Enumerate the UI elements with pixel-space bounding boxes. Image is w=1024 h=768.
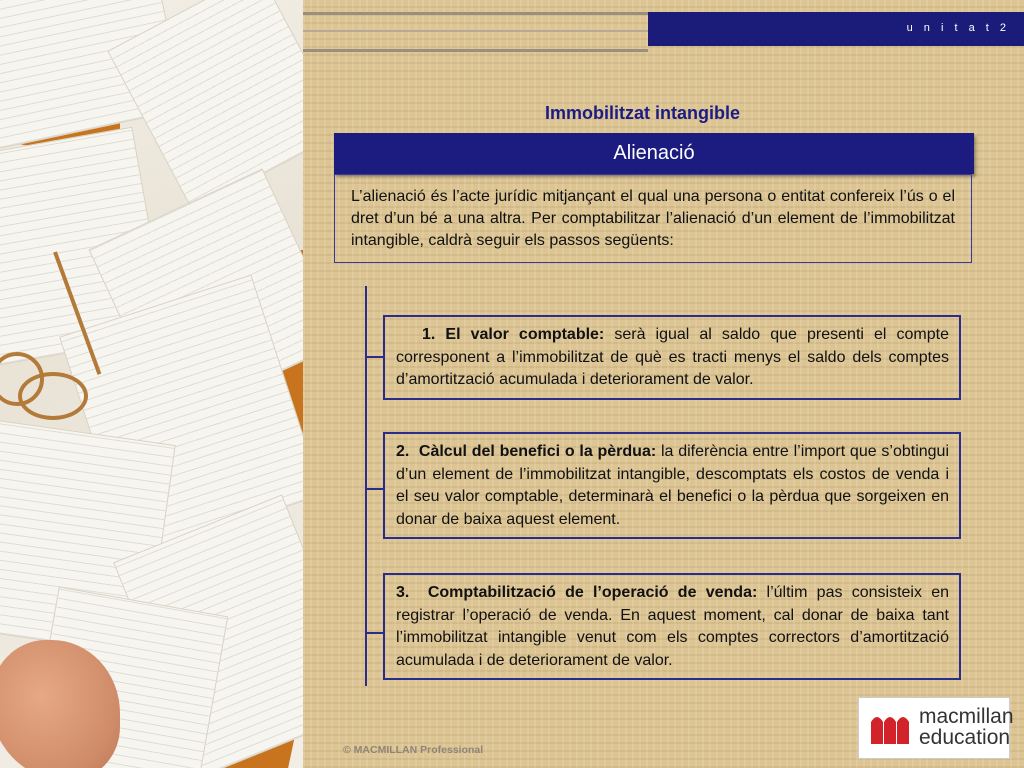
page-title: Immobilitzat intangible bbox=[545, 103, 741, 123]
step-label: El valor comptable: bbox=[445, 326, 605, 343]
slide-content bbox=[303, 0, 1024, 768]
step-box-3 bbox=[383, 573, 961, 680]
step-number: 1. bbox=[422, 326, 436, 343]
step-text: serà igual al saldo que presenti el compte corresponent a l’immobilitzat de què es tracti menys el saldo dels comptes d’amortització acumulada i deteriorament de valor. bbox=[396, 326, 949, 388]
step-label: Comptabilització de l’operació de venda: bbox=[427, 584, 758, 601]
step-text: l’últim pas consisteix en registrar l’operació de venda. En aquest moment, cal donar de baixa tant l’immobilitzat intangible venut com els comptes correctors d’amortització acumulada i de deteriorament de valor. bbox=[396, 584, 950, 669]
intro-paragraph: L’alienació és l’acte jurídic mitjançant el qual una persona o entitat confereix l’ús o el dret d’un bé a una altra. Per comptabilitzar l’alienació d’un element de l’immobilitzat intangible, caldrà seguir els passos següents: bbox=[334, 174, 972, 263]
background-photo bbox=[0, 0, 303, 768]
tree-connector-branch-2 bbox=[365, 488, 385, 490]
tree-connector-vertical bbox=[365, 286, 367, 686]
step-number: 3. bbox=[396, 584, 410, 601]
macmillan-logo bbox=[858, 697, 1014, 759]
tree-connector-branch-1 bbox=[365, 356, 385, 358]
unit-label: u n i t a t 2 bbox=[906, 22, 1010, 34]
step-label: Càlcul del benefici o la pèrdua: bbox=[418, 443, 657, 460]
step-box-2 bbox=[383, 432, 961, 539]
unit-header-bar bbox=[648, 12, 1024, 46]
step-box-1 bbox=[383, 315, 961, 400]
tree-connector-branch-3 bbox=[365, 632, 385, 634]
macmillan-logo-icon bbox=[869, 710, 911, 746]
step-text: la diferència entre l’import que s’obtingui d’un element de l’immobilitzat intangible, descomptats els costos de venda i el seu valor comptable, determinarà el benefici o la pèrdua que sorgeixen en donar de baixa aquest element. bbox=[396, 443, 950, 528]
glasses-icon bbox=[18, 372, 88, 420]
header-decoration-lines bbox=[303, 12, 648, 52]
logo-line-2: education bbox=[919, 726, 1011, 749]
step-number: 2. bbox=[396, 443, 410, 460]
section-heading: Alienació bbox=[334, 133, 974, 174]
logo-line-1: macmillan bbox=[919, 705, 1014, 728]
copyright-text: © MACMILLAN Professional bbox=[343, 744, 484, 756]
